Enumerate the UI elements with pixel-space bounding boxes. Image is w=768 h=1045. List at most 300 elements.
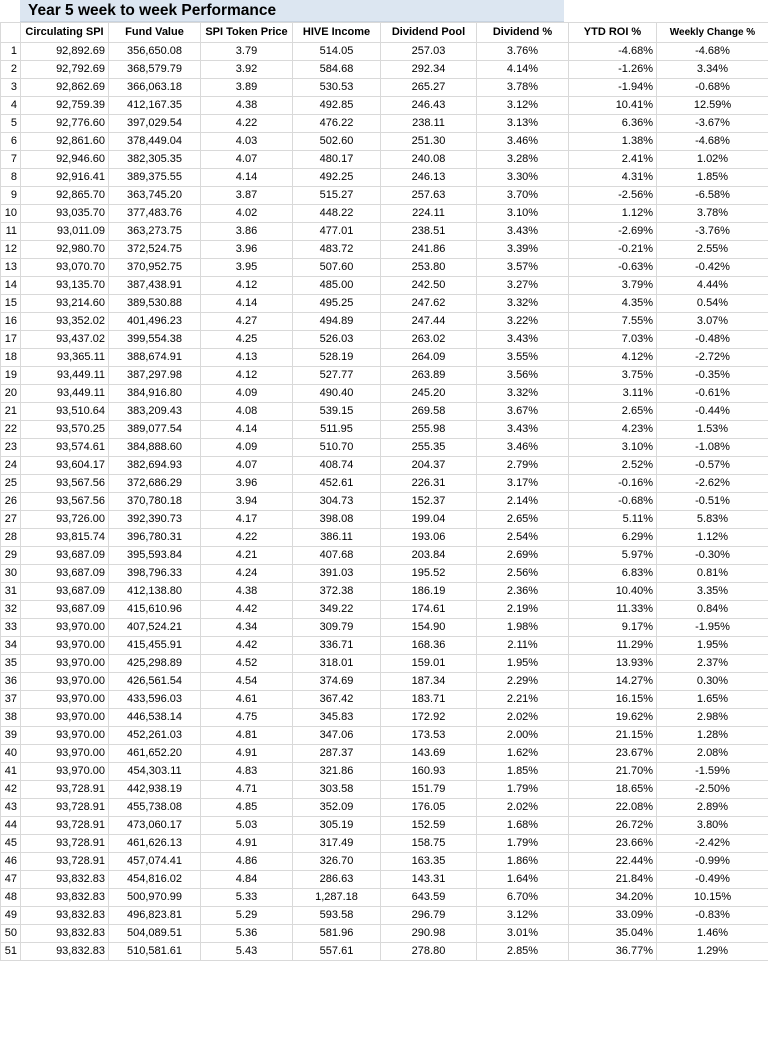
- fund-value-cell[interactable]: 396,780.31: [109, 529, 201, 547]
- dividend-percent-cell[interactable]: 2.56%: [477, 565, 569, 583]
- hive-income-cell[interactable]: 318.01: [293, 655, 381, 673]
- spi-token-price-cell[interactable]: 4.02: [201, 205, 293, 223]
- ytd-roi-cell[interactable]: 23.67%: [569, 745, 657, 763]
- spi-token-price-cell[interactable]: 4.54: [201, 673, 293, 691]
- ytd-roi-cell[interactable]: 6.36%: [569, 115, 657, 133]
- weekly-change-cell[interactable]: 1.12%: [657, 529, 768, 547]
- spi-token-price-cell[interactable]: 4.22: [201, 529, 293, 547]
- dividend-percent-cell[interactable]: 2.29%: [477, 673, 569, 691]
- weekly-change-cell[interactable]: -0.68%: [657, 79, 768, 97]
- fund-value-cell[interactable]: 446,538.14: [109, 709, 201, 727]
- ytd-roi-cell[interactable]: 21.70%: [569, 763, 657, 781]
- ytd-roi-cell[interactable]: -0.16%: [569, 475, 657, 493]
- spi-token-price-cell[interactable]: 4.25: [201, 331, 293, 349]
- row-number[interactable]: 9: [1, 187, 21, 205]
- spi-token-price-cell[interactable]: 4.21: [201, 547, 293, 565]
- row-number[interactable]: 36: [1, 673, 21, 691]
- fund-value-cell[interactable]: 382,305.35: [109, 151, 201, 169]
- circulating-spi-cell[interactable]: 93,728.91: [21, 835, 109, 853]
- spi-token-price-cell[interactable]: 3.86: [201, 223, 293, 241]
- dividend-pool-cell[interactable]: 265.27: [381, 79, 477, 97]
- weekly-change-cell[interactable]: -0.30%: [657, 547, 768, 565]
- fund-value-cell[interactable]: 398,796.33: [109, 565, 201, 583]
- dividend-percent-cell[interactable]: 3.22%: [477, 313, 569, 331]
- dividend-pool-cell[interactable]: 251.30: [381, 133, 477, 151]
- spi-token-price-cell[interactable]: 4.17: [201, 511, 293, 529]
- circulating-spi-cell[interactable]: 93,832.83: [21, 907, 109, 925]
- ytd-roi-cell[interactable]: 19.62%: [569, 709, 657, 727]
- hive-income-cell[interactable]: 593.58: [293, 907, 381, 925]
- dividend-pool-cell[interactable]: 199.04: [381, 511, 477, 529]
- circulating-spi-cell[interactable]: 93,567.56: [21, 475, 109, 493]
- weekly-change-cell[interactable]: 12.59%: [657, 97, 768, 115]
- weekly-change-cell[interactable]: -0.49%: [657, 871, 768, 889]
- dividend-pool-cell[interactable]: 195.52: [381, 565, 477, 583]
- row-number[interactable]: 23: [1, 439, 21, 457]
- hive-income-cell[interactable]: 448.22: [293, 205, 381, 223]
- dividend-pool-cell[interactable]: 163.35: [381, 853, 477, 871]
- row-number[interactable]: 50: [1, 925, 21, 943]
- fund-value-cell[interactable]: 454,303.11: [109, 763, 201, 781]
- dividend-percent-cell[interactable]: 2.79%: [477, 457, 569, 475]
- spi-token-price-cell[interactable]: 3.79: [201, 43, 293, 61]
- dividend-pool-cell[interactable]: 143.69: [381, 745, 477, 763]
- spi-token-price-cell[interactable]: 4.91: [201, 835, 293, 853]
- spi-token-price-cell[interactable]: 4.27: [201, 313, 293, 331]
- weekly-change-cell[interactable]: -0.44%: [657, 403, 768, 421]
- ytd-roi-cell[interactable]: 3.79%: [569, 277, 657, 295]
- dividend-pool-cell[interactable]: 226.31: [381, 475, 477, 493]
- row-number[interactable]: 24: [1, 457, 21, 475]
- hive-income-cell[interactable]: 321.86: [293, 763, 381, 781]
- fund-value-cell[interactable]: 442,938.19: [109, 781, 201, 799]
- circulating-spi-cell[interactable]: 93,970.00: [21, 691, 109, 709]
- circulating-spi-cell[interactable]: 93,070.70: [21, 259, 109, 277]
- row-number[interactable]: 30: [1, 565, 21, 583]
- circulating-spi-cell[interactable]: 93,815.74: [21, 529, 109, 547]
- row-number[interactable]: 22: [1, 421, 21, 439]
- fund-value-cell[interactable]: 473,060.17: [109, 817, 201, 835]
- circulating-spi-cell[interactable]: 93,687.09: [21, 583, 109, 601]
- weekly-change-cell[interactable]: 5.83%: [657, 511, 768, 529]
- ytd-roi-cell[interactable]: 26.72%: [569, 817, 657, 835]
- spi-token-price-cell[interactable]: 4.13: [201, 349, 293, 367]
- row-number[interactable]: 47: [1, 871, 21, 889]
- circulating-spi-cell[interactable]: 92,892.69: [21, 43, 109, 61]
- hive-income-cell[interactable]: 352.09: [293, 799, 381, 817]
- spi-token-price-cell[interactable]: 4.91: [201, 745, 293, 763]
- hive-income-cell[interactable]: 367.42: [293, 691, 381, 709]
- hive-income-cell[interactable]: 286.63: [293, 871, 381, 889]
- ytd-roi-cell[interactable]: 7.55%: [569, 313, 657, 331]
- fund-value-cell[interactable]: 387,297.98: [109, 367, 201, 385]
- ytd-roi-cell[interactable]: 22.08%: [569, 799, 657, 817]
- row-number[interactable]: 26: [1, 493, 21, 511]
- row-number[interactable]: 25: [1, 475, 21, 493]
- row-number[interactable]: 29: [1, 547, 21, 565]
- circulating-spi-cell[interactable]: 92,759.39: [21, 97, 109, 115]
- dividend-percent-cell[interactable]: 3.32%: [477, 385, 569, 403]
- circulating-spi-cell[interactable]: 92,862.69: [21, 79, 109, 97]
- dividend-pool-cell[interactable]: 290.98: [381, 925, 477, 943]
- ytd-roi-cell[interactable]: 6.83%: [569, 565, 657, 583]
- dividend-percent-cell[interactable]: 3.46%: [477, 439, 569, 457]
- ytd-roi-cell[interactable]: -2.56%: [569, 187, 657, 205]
- ytd-roi-cell[interactable]: 3.75%: [569, 367, 657, 385]
- spi-token-price-cell[interactable]: 4.09: [201, 385, 293, 403]
- fund-value-cell[interactable]: 415,610.96: [109, 601, 201, 619]
- weekly-change-cell[interactable]: 3.07%: [657, 313, 768, 331]
- dividend-pool-cell[interactable]: 160.93: [381, 763, 477, 781]
- dividend-percent-cell[interactable]: 1.86%: [477, 853, 569, 871]
- hive-income-cell[interactable]: 557.61: [293, 943, 381, 961]
- hive-income-cell[interactable]: 1,287.18: [293, 889, 381, 907]
- row-number[interactable]: 2: [1, 61, 21, 79]
- spi-token-price-cell[interactable]: 4.07: [201, 457, 293, 475]
- dividend-pool-cell[interactable]: 238.51: [381, 223, 477, 241]
- header-dividend-pool[interactable]: Dividend Pool: [381, 23, 477, 43]
- hive-income-cell[interactable]: 527.77: [293, 367, 381, 385]
- spi-token-price-cell[interactable]: 5.43: [201, 943, 293, 961]
- fund-value-cell[interactable]: 370,952.75: [109, 259, 201, 277]
- fund-value-cell[interactable]: 397,029.54: [109, 115, 201, 133]
- ytd-roi-cell[interactable]: 1.12%: [569, 205, 657, 223]
- dividend-pool-cell[interactable]: 246.13: [381, 169, 477, 187]
- row-number[interactable]: 44: [1, 817, 21, 835]
- dividend-pool-cell[interactable]: 187.34: [381, 673, 477, 691]
- spi-token-price-cell[interactable]: 4.75: [201, 709, 293, 727]
- fund-value-cell[interactable]: 378,449.04: [109, 133, 201, 151]
- ytd-roi-cell[interactable]: 34.20%: [569, 889, 657, 907]
- spi-token-price-cell[interactable]: 5.36: [201, 925, 293, 943]
- hive-income-cell[interactable]: 305.19: [293, 817, 381, 835]
- fund-value-cell[interactable]: 384,916.80: [109, 385, 201, 403]
- dividend-pool-cell[interactable]: 143.31: [381, 871, 477, 889]
- spi-token-price-cell[interactable]: 4.14: [201, 295, 293, 313]
- fund-value-cell[interactable]: 457,074.41: [109, 853, 201, 871]
- weekly-change-cell[interactable]: -4.68%: [657, 133, 768, 151]
- fund-value-cell[interactable]: 377,483.76: [109, 205, 201, 223]
- spi-token-price-cell[interactable]: 4.03: [201, 133, 293, 151]
- header-spi-token-price[interactable]: SPI Token Price: [201, 23, 293, 43]
- row-number[interactable]: 11: [1, 223, 21, 241]
- row-number[interactable]: 6: [1, 133, 21, 151]
- row-number[interactable]: 37: [1, 691, 21, 709]
- weekly-change-cell[interactable]: 3.78%: [657, 205, 768, 223]
- circulating-spi-cell[interactable]: 93,728.91: [21, 817, 109, 835]
- circulating-spi-cell[interactable]: 93,510.64: [21, 403, 109, 421]
- dividend-pool-cell[interactable]: 263.89: [381, 367, 477, 385]
- dividend-percent-cell[interactable]: 3.46%: [477, 133, 569, 151]
- hive-income-cell[interactable]: 581.96: [293, 925, 381, 943]
- ytd-roi-cell[interactable]: 18.65%: [569, 781, 657, 799]
- dividend-percent-cell[interactable]: 2.36%: [477, 583, 569, 601]
- ytd-roi-cell[interactable]: 10.41%: [569, 97, 657, 115]
- circulating-spi-cell[interactable]: 93,687.09: [21, 565, 109, 583]
- circulating-spi-cell[interactable]: 93,970.00: [21, 655, 109, 673]
- dividend-percent-cell[interactable]: 3.67%: [477, 403, 569, 421]
- weekly-change-cell[interactable]: 3.35%: [657, 583, 768, 601]
- dividend-pool-cell[interactable]: 643.59: [381, 889, 477, 907]
- dividend-percent-cell[interactable]: 1.79%: [477, 781, 569, 799]
- spi-token-price-cell[interactable]: 5.29: [201, 907, 293, 925]
- dividend-percent-cell[interactable]: 3.43%: [477, 421, 569, 439]
- ytd-roi-cell[interactable]: 4.23%: [569, 421, 657, 439]
- fund-value-cell[interactable]: 461,652.20: [109, 745, 201, 763]
- spi-token-price-cell[interactable]: 4.81: [201, 727, 293, 745]
- weekly-change-cell[interactable]: -0.99%: [657, 853, 768, 871]
- weekly-change-cell[interactable]: 1.02%: [657, 151, 768, 169]
- fund-value-cell[interactable]: 401,496.23: [109, 313, 201, 331]
- dividend-percent-cell[interactable]: 4.14%: [477, 61, 569, 79]
- dividend-pool-cell[interactable]: 257.03: [381, 43, 477, 61]
- weekly-change-cell[interactable]: 2.89%: [657, 799, 768, 817]
- fund-value-cell[interactable]: 395,593.84: [109, 547, 201, 565]
- spi-token-price-cell[interactable]: 4.24: [201, 565, 293, 583]
- hive-income-cell[interactable]: 452.61: [293, 475, 381, 493]
- dividend-percent-cell[interactable]: 2.00%: [477, 727, 569, 745]
- dividend-percent-cell[interactable]: 3.28%: [477, 151, 569, 169]
- spi-token-price-cell[interactable]: 4.07: [201, 151, 293, 169]
- fund-value-cell[interactable]: 363,273.75: [109, 223, 201, 241]
- fund-value-cell[interactable]: 392,390.73: [109, 511, 201, 529]
- spi-token-price-cell[interactable]: 4.12: [201, 367, 293, 385]
- ytd-roi-cell[interactable]: -1.94%: [569, 79, 657, 97]
- hive-income-cell[interactable]: 539.15: [293, 403, 381, 421]
- weekly-change-cell[interactable]: 2.08%: [657, 745, 768, 763]
- row-number[interactable]: 13: [1, 259, 21, 277]
- dividend-pool-cell[interactable]: 159.01: [381, 655, 477, 673]
- spi-token-price-cell[interactable]: 4.09: [201, 439, 293, 457]
- spi-token-price-cell[interactable]: 4.12: [201, 277, 293, 295]
- circulating-spi-cell[interactable]: 92,916.41: [21, 169, 109, 187]
- dividend-percent-cell[interactable]: 1.79%: [477, 835, 569, 853]
- spi-token-price-cell[interactable]: 4.14: [201, 169, 293, 187]
- circulating-spi-cell[interactable]: 93,832.83: [21, 871, 109, 889]
- circulating-spi-cell[interactable]: 92,946.60: [21, 151, 109, 169]
- ytd-roi-cell[interactable]: 2.52%: [569, 457, 657, 475]
- hive-income-cell[interactable]: 507.60: [293, 259, 381, 277]
- ytd-roi-cell[interactable]: 3.10%: [569, 439, 657, 457]
- fund-value-cell[interactable]: 412,167.35: [109, 97, 201, 115]
- dividend-percent-cell[interactable]: 1.98%: [477, 619, 569, 637]
- dividend-pool-cell[interactable]: 176.05: [381, 799, 477, 817]
- ytd-roi-cell[interactable]: -0.63%: [569, 259, 657, 277]
- dividend-pool-cell[interactable]: 151.79: [381, 781, 477, 799]
- ytd-roi-cell[interactable]: 3.11%: [569, 385, 657, 403]
- dividend-percent-cell[interactable]: 2.02%: [477, 709, 569, 727]
- spi-token-price-cell[interactable]: 4.86: [201, 853, 293, 871]
- fund-value-cell[interactable]: 387,438.91: [109, 277, 201, 295]
- dividend-pool-cell[interactable]: 168.36: [381, 637, 477, 655]
- weekly-change-cell[interactable]: 0.81%: [657, 565, 768, 583]
- row-number[interactable]: 43: [1, 799, 21, 817]
- hive-income-cell[interactable]: 492.85: [293, 97, 381, 115]
- dividend-pool-cell[interactable]: 173.53: [381, 727, 477, 745]
- hive-income-cell[interactable]: 391.03: [293, 565, 381, 583]
- weekly-change-cell[interactable]: 10.15%: [657, 889, 768, 907]
- row-number[interactable]: 40: [1, 745, 21, 763]
- dividend-percent-cell[interactable]: 2.02%: [477, 799, 569, 817]
- fund-value-cell[interactable]: 366,063.18: [109, 79, 201, 97]
- circulating-spi-cell[interactable]: 93,352.02: [21, 313, 109, 331]
- circulating-spi-cell[interactable]: 92,776.60: [21, 115, 109, 133]
- weekly-change-cell[interactable]: 1.85%: [657, 169, 768, 187]
- fund-value-cell[interactable]: 363,745.20: [109, 187, 201, 205]
- circulating-spi-cell[interactable]: 93,970.00: [21, 763, 109, 781]
- fund-value-cell[interactable]: 407,524.21: [109, 619, 201, 637]
- fund-value-cell[interactable]: 356,650.08: [109, 43, 201, 61]
- hive-income-cell[interactable]: 477.01: [293, 223, 381, 241]
- dividend-pool-cell[interactable]: 292.34: [381, 61, 477, 79]
- weekly-change-cell[interactable]: -4.68%: [657, 43, 768, 61]
- dividend-pool-cell[interactable]: 241.86: [381, 241, 477, 259]
- weekly-change-cell[interactable]: 4.44%: [657, 277, 768, 295]
- spi-token-price-cell[interactable]: 4.61: [201, 691, 293, 709]
- hive-income-cell[interactable]: 492.25: [293, 169, 381, 187]
- hive-income-cell[interactable]: 490.40: [293, 385, 381, 403]
- dividend-percent-cell[interactable]: 3.12%: [477, 907, 569, 925]
- weekly-change-cell[interactable]: 1.46%: [657, 925, 768, 943]
- dividend-pool-cell[interactable]: 203.84: [381, 547, 477, 565]
- dividend-percent-cell[interactable]: 2.85%: [477, 943, 569, 961]
- dividend-pool-cell[interactable]: 255.98: [381, 421, 477, 439]
- dividend-pool-cell[interactable]: 174.61: [381, 601, 477, 619]
- hive-income-cell[interactable]: 304.73: [293, 493, 381, 511]
- hive-income-cell[interactable]: 374.69: [293, 673, 381, 691]
- hive-income-cell[interactable]: 372.38: [293, 583, 381, 601]
- hive-income-cell[interactable]: 386.11: [293, 529, 381, 547]
- hive-income-cell[interactable]: 511.95: [293, 421, 381, 439]
- row-number[interactable]: 39: [1, 727, 21, 745]
- circulating-spi-cell[interactable]: 93,135.70: [21, 277, 109, 295]
- row-number[interactable]: 14: [1, 277, 21, 295]
- dividend-pool-cell[interactable]: 246.43: [381, 97, 477, 115]
- row-number[interactable]: 17: [1, 331, 21, 349]
- ytd-roi-cell[interactable]: 4.31%: [569, 169, 657, 187]
- circulating-spi-cell[interactable]: 93,728.91: [21, 799, 109, 817]
- weekly-change-cell[interactable]: -2.62%: [657, 475, 768, 493]
- dividend-percent-cell[interactable]: 3.78%: [477, 79, 569, 97]
- ytd-roi-cell[interactable]: -1.26%: [569, 61, 657, 79]
- ytd-roi-cell[interactable]: 6.29%: [569, 529, 657, 547]
- spi-token-price-cell[interactable]: 4.52: [201, 655, 293, 673]
- header-circulating-spi[interactable]: Circulating SPI: [21, 23, 109, 43]
- dividend-pool-cell[interactable]: 242.50: [381, 277, 477, 295]
- row-number[interactable]: 10: [1, 205, 21, 223]
- hive-income-cell[interactable]: 303.58: [293, 781, 381, 799]
- hive-income-cell[interactable]: 347.06: [293, 727, 381, 745]
- ytd-roi-cell[interactable]: 16.15%: [569, 691, 657, 709]
- header-ytd-roi[interactable]: YTD ROI %: [569, 23, 657, 43]
- weekly-change-cell[interactable]: -3.76%: [657, 223, 768, 241]
- circulating-spi-cell[interactable]: 93,832.83: [21, 925, 109, 943]
- dividend-percent-cell[interactable]: 2.54%: [477, 529, 569, 547]
- hive-income-cell[interactable]: 345.83: [293, 709, 381, 727]
- fund-value-cell[interactable]: 383,209.43: [109, 403, 201, 421]
- ytd-roi-cell[interactable]: -0.68%: [569, 493, 657, 511]
- row-number[interactable]: 49: [1, 907, 21, 925]
- weekly-change-cell[interactable]: -6.58%: [657, 187, 768, 205]
- fund-value-cell[interactable]: 510,581.61: [109, 943, 201, 961]
- fund-value-cell[interactable]: 372,686.29: [109, 475, 201, 493]
- weekly-change-cell[interactable]: 0.30%: [657, 673, 768, 691]
- dividend-percent-cell[interactable]: 2.19%: [477, 601, 569, 619]
- row-number[interactable]: 42: [1, 781, 21, 799]
- ytd-roi-cell[interactable]: 21.84%: [569, 871, 657, 889]
- fund-value-cell[interactable]: 412,138.80: [109, 583, 201, 601]
- dividend-percent-cell[interactable]: 3.70%: [477, 187, 569, 205]
- row-number[interactable]: 41: [1, 763, 21, 781]
- hive-income-cell[interactable]: 287.37: [293, 745, 381, 763]
- fund-value-cell[interactable]: 425,298.89: [109, 655, 201, 673]
- fund-value-cell[interactable]: 389,375.55: [109, 169, 201, 187]
- dividend-pool-cell[interactable]: 296.79: [381, 907, 477, 925]
- row-number[interactable]: 15: [1, 295, 21, 313]
- dividend-pool-cell[interactable]: 152.59: [381, 817, 477, 835]
- dividend-percent-cell[interactable]: 2.14%: [477, 493, 569, 511]
- hive-income-cell[interactable]: 515.27: [293, 187, 381, 205]
- dividend-percent-cell[interactable]: 3.76%: [477, 43, 569, 61]
- row-number[interactable]: 12: [1, 241, 21, 259]
- dividend-pool-cell[interactable]: 257.63: [381, 187, 477, 205]
- fund-value-cell[interactable]: 372,524.75: [109, 241, 201, 259]
- hive-income-cell[interactable]: 407.68: [293, 547, 381, 565]
- row-number[interactable]: 51: [1, 943, 21, 961]
- fund-value-cell[interactable]: 368,579.79: [109, 61, 201, 79]
- fund-value-cell[interactable]: 504,089.51: [109, 925, 201, 943]
- circulating-spi-cell[interactable]: 93,449.11: [21, 385, 109, 403]
- ytd-roi-cell[interactable]: -4.68%: [569, 43, 657, 61]
- dividend-percent-cell[interactable]: 2.21%: [477, 691, 569, 709]
- hive-income-cell[interactable]: 398.08: [293, 511, 381, 529]
- weekly-change-cell[interactable]: 1.95%: [657, 637, 768, 655]
- header-row-number[interactable]: [1, 23, 21, 43]
- weekly-change-cell[interactable]: -3.67%: [657, 115, 768, 133]
- weekly-change-cell[interactable]: 2.98%: [657, 709, 768, 727]
- circulating-spi-cell[interactable]: 93,214.60: [21, 295, 109, 313]
- hive-income-cell[interactable]: 510.70: [293, 439, 381, 457]
- fund-value-cell[interactable]: 384,888.60: [109, 439, 201, 457]
- hive-income-cell[interactable]: 317.49: [293, 835, 381, 853]
- circulating-spi-cell[interactable]: 93,970.00: [21, 745, 109, 763]
- spi-token-price-cell[interactable]: 4.38: [201, 97, 293, 115]
- hive-income-cell[interactable]: 349.22: [293, 601, 381, 619]
- hive-income-cell[interactable]: 526.03: [293, 331, 381, 349]
- weekly-change-cell[interactable]: -1.59%: [657, 763, 768, 781]
- weekly-change-cell[interactable]: -0.83%: [657, 907, 768, 925]
- ytd-roi-cell[interactable]: 5.97%: [569, 547, 657, 565]
- dividend-pool-cell[interactable]: 278.80: [381, 943, 477, 961]
- ytd-roi-cell[interactable]: -2.69%: [569, 223, 657, 241]
- circulating-spi-cell[interactable]: 93,567.56: [21, 493, 109, 511]
- weekly-change-cell[interactable]: -1.08%: [657, 439, 768, 457]
- weekly-change-cell[interactable]: 0.84%: [657, 601, 768, 619]
- weekly-change-cell[interactable]: -0.48%: [657, 331, 768, 349]
- ytd-roi-cell[interactable]: 4.35%: [569, 295, 657, 313]
- spi-token-price-cell[interactable]: 3.96: [201, 475, 293, 493]
- weekly-change-cell[interactable]: -2.50%: [657, 781, 768, 799]
- row-number[interactable]: 45: [1, 835, 21, 853]
- circulating-spi-cell[interactable]: 92,792.69: [21, 61, 109, 79]
- weekly-change-cell[interactable]: -0.42%: [657, 259, 768, 277]
- fund-value-cell[interactable]: 455,738.08: [109, 799, 201, 817]
- circulating-spi-cell[interactable]: 93,728.91: [21, 781, 109, 799]
- circulating-spi-cell[interactable]: 93,437.02: [21, 331, 109, 349]
- dividend-pool-cell[interactable]: 172.92: [381, 709, 477, 727]
- circulating-spi-cell[interactable]: 92,861.60: [21, 133, 109, 151]
- hive-income-cell[interactable]: 480.17: [293, 151, 381, 169]
